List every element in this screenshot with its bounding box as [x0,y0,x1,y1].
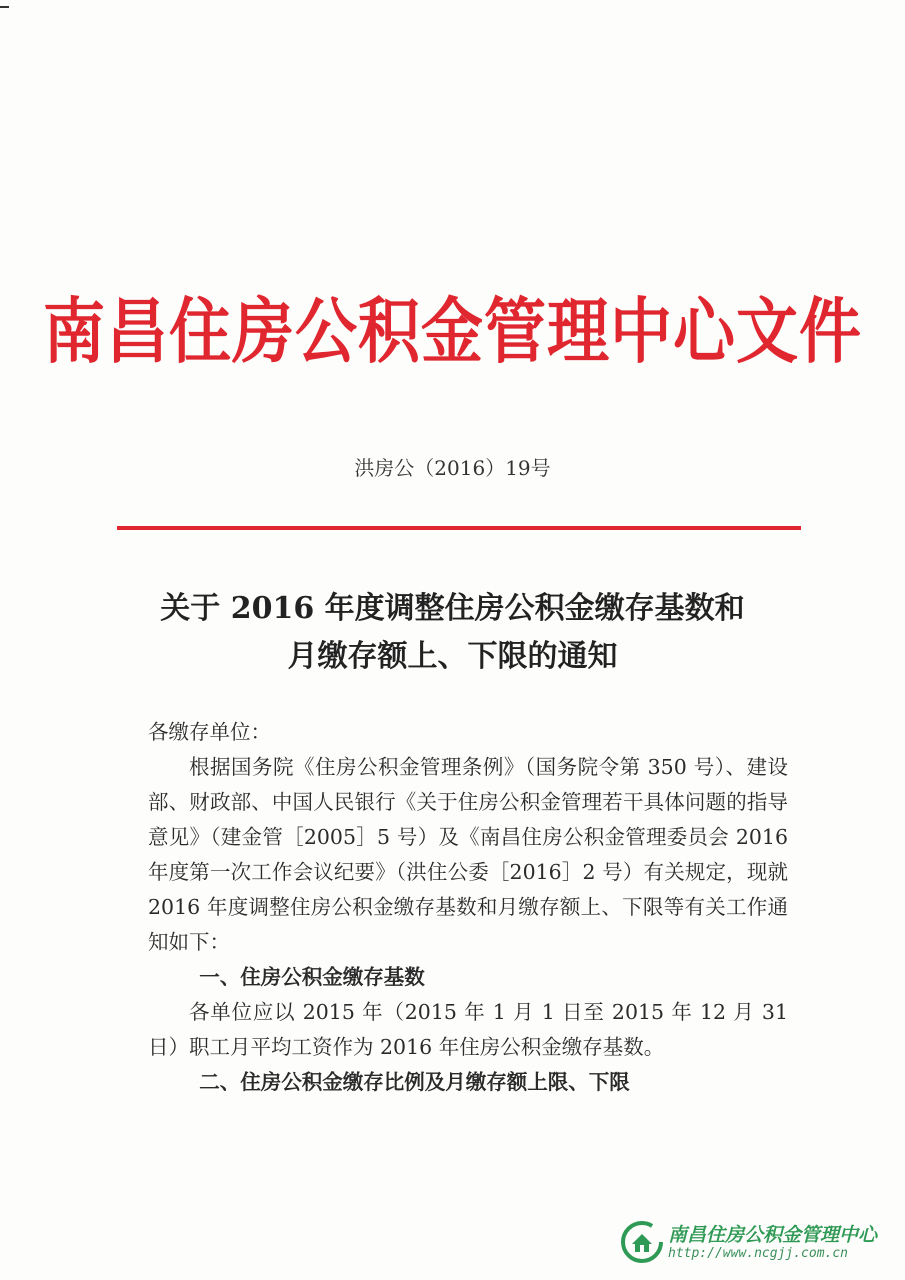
section-1-paragraph: 各单位应以 2015 年（2015 年 1 月 1 日至 2015 年 12 月 31 日）职工月平均工资作为 2016 年住房公积金缴存基数。 [148,1000,788,1059]
intro-paragraph: 根据国务院《住房公积金管理条例》（国务院令第 350 号）、建设部、财政部、中国人民银行《关于住房公积金管理若干具体问题的指导意见》（建金管［2005］5 号）及《南昌住房公积金管理委员会 2016 年度第一次工作会议纪要》（洪住公委［2016］2 号）有关规定，现就 2016 年度调整住房公积金缴存基数和月缴存额上、下限等有关工作通知如下： [148,755,788,954]
website-watermark [620,1218,895,1278]
red-divider-line [117,526,801,530]
notice-title-line-1: 关于 2016 年度调整住房公积金缴存基数和 [160,591,745,626]
house-ring-logo-icon [620,1220,664,1264]
salutation: 各缴存单位： [148,720,271,744]
section-1-heading: 一、住房公积金缴存基数 [199,965,425,989]
scan-corner-mark [0,6,9,8]
notice-title [0,585,905,681]
section-2-heading: 二、住房公积金缴存比例及月缴存额上限、下限 [199,1070,630,1094]
watermark-url: http://www.ncgjj.com.cn [668,1246,849,1261]
document-number: 洪房公（2016）19号 [354,456,551,480]
notice-title-line-2: 月缴存额上、下限的通知 [287,639,618,674]
watermark-org-name: 南昌住房公积金管理中心 [668,1224,878,1246]
document-body [148,715,788,1100]
document-header-title: 南昌住房公积金管理中心文件 [42,289,862,374]
